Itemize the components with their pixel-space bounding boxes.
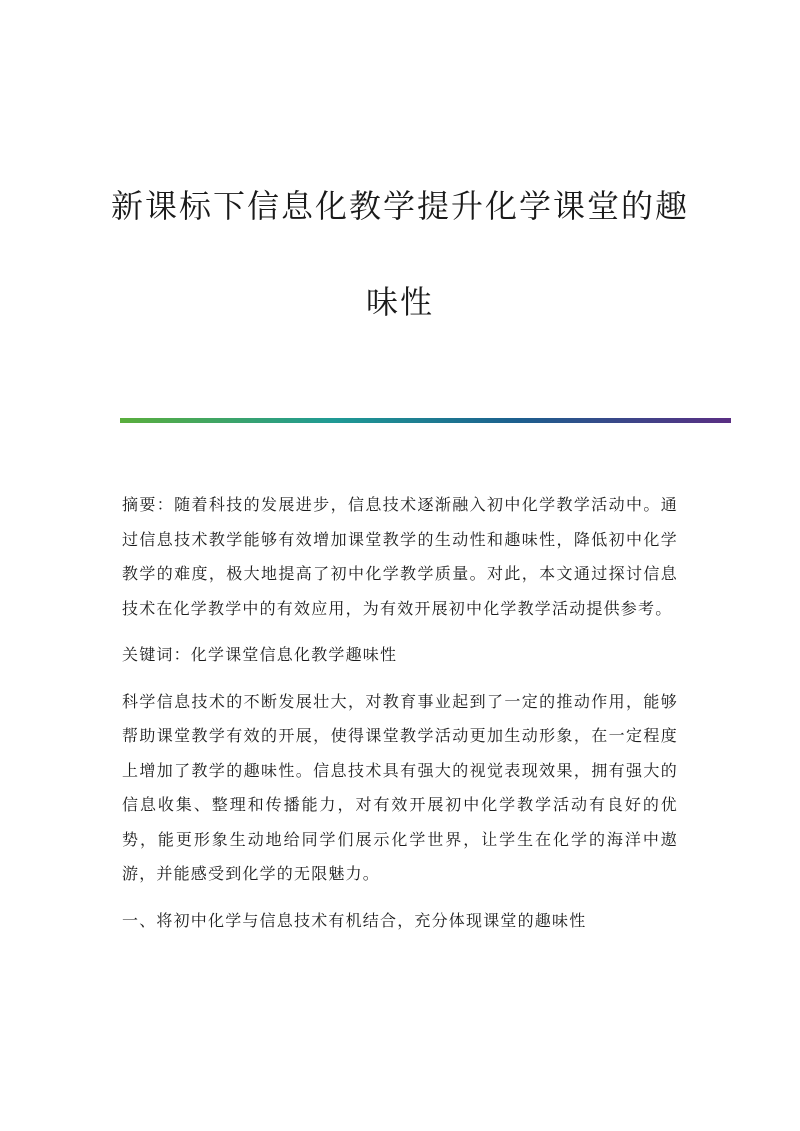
keywords-line: 关键词：化学课堂信息化教学趣味性 bbox=[122, 645, 398, 664]
abstract-paragraph: 摘要：随着科技的发展进步，信息技术逐渐融入初中化学教学活动中。通过信息技术教学能够有效增加课堂教学的生动性和趣味性，降低初中化学教学的难度，极大地提高了初中化学教学质量。对此，本文通过探讨信息技术在化学教学中的有效应用，为有效开展初中化学教学活动提供参考。 bbox=[122, 495, 678, 618]
section-heading: 一、将初中化学与信息技术有机结合，充分体现课堂的趣味性 bbox=[122, 910, 587, 930]
document-title: 新课标下信息化教学提升化学课堂的趣味性 bbox=[110, 187, 689, 321]
title-divider bbox=[120, 418, 731, 423]
document-body bbox=[122, 488, 678, 938]
body-paragraph: 科学信息技术的不断发展壮大，对教育事业起到了一定的推动作用，能够帮助课堂教学有效的开展，使得课堂教学活动更加生动形象，在一定程度上增加了教学的趣味性。信息技术具有强大的视觉表现效果，拥有强大的信息收集、整理和传播能力，对有效开展初中化学教学活动有良好的优势，能更形象生动地给同学们展示化学世界，让学生在化学的海洋中遨游，并能感受到化学的无限魅力。 bbox=[122, 691, 678, 883]
